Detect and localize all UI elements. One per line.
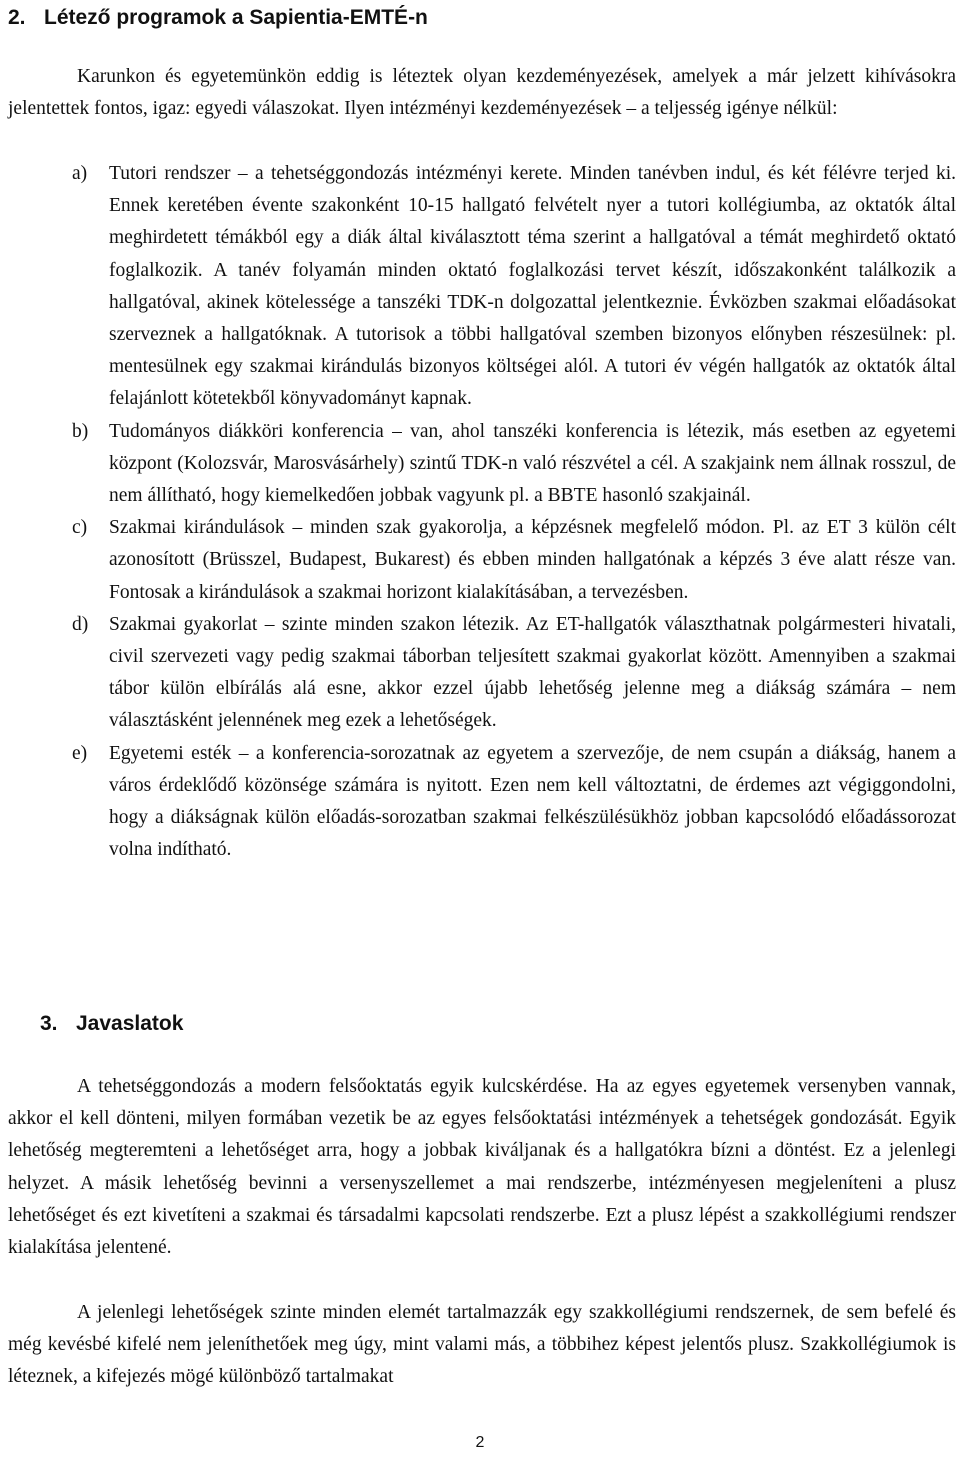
intro-paragraph: Karunkon és egyetemünkön eddig is léteztek olyan kezdeményezések, amelyek a már jelzett kihívásokra jelentettek fontos, igaz: egyedi válaszokat. Ilyen intézményi kezdeményezések – a teljesség igénye nélkül: [8, 66, 956, 120]
list-marker: e) [72, 742, 88, 764]
program-list [72, 158, 956, 866]
list-item-text: Tutori rendszer – a tehetséggondozás intézményi kerete. Minden tanévben indul, és két félévre terjed ki. Ennek keretében évente szakonként 10-15 hallgató felvételt nyer a tutori kollégiumba, az oktatók által meghirdetett témákból egy a diák által kiválasztott téma szerint a hallgatóval a témát meghirdető oktató foglalkozik. A tanév folyamán minden oktató foglalkozási tervet készít, időszakonként találkozik a hallgatóval, akinek kötelessége a tanszéki TDK-n dolgozattal jelentkeznie. Évközben szakmai előadásokat szerveznek a hallgatóknak. A tutorisok a többi hallgatóval szemben bizonyos előnyben részesülnek: pl. mentesülnek egy szakmai kirándulás bizonyos költségei alól. A tutori év végén hallgatók az oktatók által felajánlott kötetekből könyvadományt kapnak. [109, 163, 956, 410]
list-item-text: Tudományos diákköri konferencia – van, ahol tanszéki konferencia is létezik, más esetben az egyetemi központ (Kolozsvár, Marosvásárhely) szintű TDK-n való részvétel a cél. A szakjaink nem állnak rosszul, de nem állítható, hogy kiemelkedően jobbak vagyunk pl. a BBTE hasonló szakjainál. [109, 420, 956, 507]
section-title: Létező programok a Sapientia-EMTÉ-n [44, 6, 428, 29]
list-marker: d) [72, 613, 89, 635]
section-number: 2. [8, 6, 26, 29]
list-item-text: Szakmai kirándulások – minden szak gyakorolja, a képzésnek megfelelő módon. Pl. az ET 3 külön célt azonosított (Brüsszel, Budapest, Bukarest) és ebben minden hallgatónak a képzés 3 éve alatt része van. Fontosak a kirándulások a szakmai horizont kialakításában, a tervezésben. [109, 517, 956, 603]
list-marker: b) [72, 420, 89, 442]
page-number: 2 [475, 1434, 485, 1451]
list-item [72, 416, 956, 513]
list-marker: a) [72, 163, 88, 184]
body-paragraph: A tehetséggondozás a modern felsőoktatás egyik kulcskérdése. Ha az egyes egyetemek versenyben vannak, akkor el kell dönteni, milyen formában vezetik be az egyes felsőoktatási intézmények a tehetségek gondozását. Egyik lehetőség megteremteni a lehetőséget arra, hogy a jobbak kiváljanak és a hallgatókra bízni a döntést. Ez a jelenlegi helyzet. A másik lehetőség bevinni a versenyszellemet a mai rendszerbe, intézményesen megjeleníteni a plusz lehetőséget és ezt kivetíteni a szakmai és társadalmi kapcsolati rendszerbe. Ezt a plusz lépést a szakkollégiumi rendszer kialakítása jelentené. [8, 1076, 956, 1259]
list-marker: c) [72, 517, 88, 539]
list-item [72, 738, 956, 867]
list-item [72, 512, 956, 609]
body-paragraph: A jelenlegi lehetőségek szinte minden elemét tartalmazzák egy szakkollégiumi rendszernek, de sem befelé és még kevésbé kifelé nem jeleníthetőek meg úgy, mint valami más, a többihez képest jelentős plusz. Szakkollégiumok is léteznek, a kifejezés mögé különböző tartalmakat [8, 1302, 956, 1388]
section-heading-existing-programs [8, 6, 428, 30]
list-item-text: Egyetemi esték – a konferencia-sorozatnak az egyetem a szervezője, de nem csupán a diákság, hanem a város érdeklődő közönsége számára is nyitott. Ezen nem kell változtatni, de érdemes azt végiggondolni, hogy a diákságnak külön előadás-sorozatban szakmai felkészülésükhöz jobban kapcsolódó előadássorozat volna indítható. [109, 742, 956, 861]
section-heading-proposals [40, 1012, 183, 1036]
list-item-text: Szakmai gyakorlat – szinte minden szakon létezik. Az ET-hallgatók választhatnak polgármesteri hivatali, civil szervezeti vagy pedig szakmai táborban teljesített szakmai gyakorlat között. Amennyiben a szakmai tábor külön elbírálás alá esne, akkor ezzel újabb lehetőség jelenne meg a diákság számára – nem választásként jelennének meg ezek a lehetőségek. [109, 613, 956, 732]
section-number: 3. [40, 1012, 58, 1035]
list-item [72, 609, 956, 738]
section-title: Javaslatok [76, 1012, 184, 1035]
list-item [72, 158, 956, 416]
